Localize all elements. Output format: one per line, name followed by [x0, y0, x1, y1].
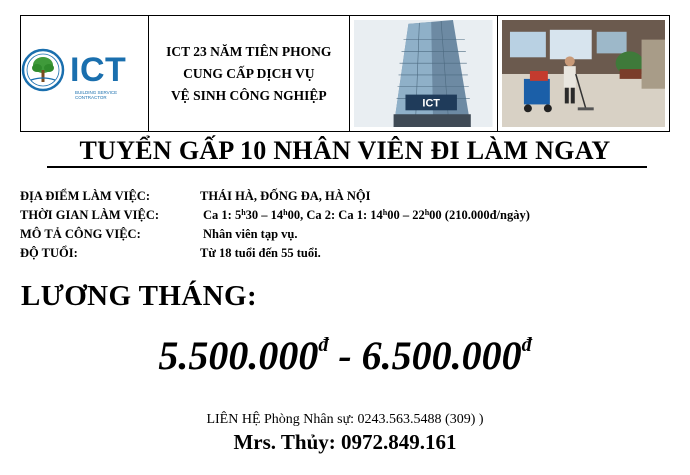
age-row	[20, 244, 680, 263]
description-value: Nhân viên tạp vụ.	[203, 227, 298, 241]
contact-line: LIÊN HỆ Phòng Nhân sự: 0243.563.5488 (309) )	[206, 412, 484, 427]
location-value: THÁI HÀ, ĐỐNG ĐA, HÀ NỘI	[200, 189, 371, 203]
salary-range	[0, 332, 690, 379]
salary-currency-2: đ	[521, 334, 532, 356]
slogan-line-2: CUNG CẤP DỊCH VỤ	[183, 65, 315, 81]
time-label: THỜI GIAN LÀM VIỆC:	[20, 208, 160, 222]
logo-cell	[21, 16, 149, 131]
office-building-photo	[354, 20, 493, 127]
header-banner	[20, 15, 670, 132]
logo-brand-text: ICT	[70, 50, 127, 89]
salary-max: 6.500.000	[361, 333, 522, 378]
age-value: Từ 18 tuổi đến 55 tuổi.	[200, 246, 321, 260]
time-row	[20, 206, 680, 225]
salary-separator: -	[328, 333, 362, 378]
building-sign-text: ICT	[422, 97, 440, 110]
job-headline: TUYỂN GẤP 10 NHÂN VIÊN ĐI LÀM NGAY	[79, 136, 611, 165]
contact-person: Mrs. Thủy: 0972.849.161	[233, 430, 457, 454]
slogan-line-1: ICT 23 NĂM TIÊN PHONG	[166, 43, 332, 59]
building-photo-cell	[350, 16, 498, 131]
tree-globe-icon	[21, 48, 65, 92]
salary-label: LƯƠNG THÁNG:	[21, 280, 258, 312]
description-label: MÔ TẢ CÔNG VIỆC:	[20, 227, 141, 241]
age-label: ĐỘ TUỔI:	[20, 246, 78, 260]
salary-min: 5.500.000	[158, 333, 319, 378]
cleaning-photo-cell	[498, 16, 669, 131]
location-row	[20, 187, 680, 206]
headline-underline	[47, 166, 647, 168]
slogan-cell	[149, 16, 350, 131]
company-logo	[21, 48, 148, 100]
description-row	[20, 225, 680, 244]
location-label: ĐỊA ĐIỂM LÀM VIỆC:	[20, 189, 150, 203]
salary-currency-1: đ	[318, 334, 329, 356]
time-value: Ca 1: 5$^h$30 – 14$^h$00, Ca 2: Ca 1: 14$^h$00 – 22$^h$00 (210.000đ/ngày)	[203, 208, 530, 222]
cleaning-staff-photo	[502, 20, 665, 127]
logo-tagline: BUILDING SERVICE CONTRACTOR	[75, 89, 118, 100]
slogan-line-3: VỆ SINH CÔNG NGHIỆP	[170, 87, 327, 103]
job-details	[20, 187, 680, 263]
